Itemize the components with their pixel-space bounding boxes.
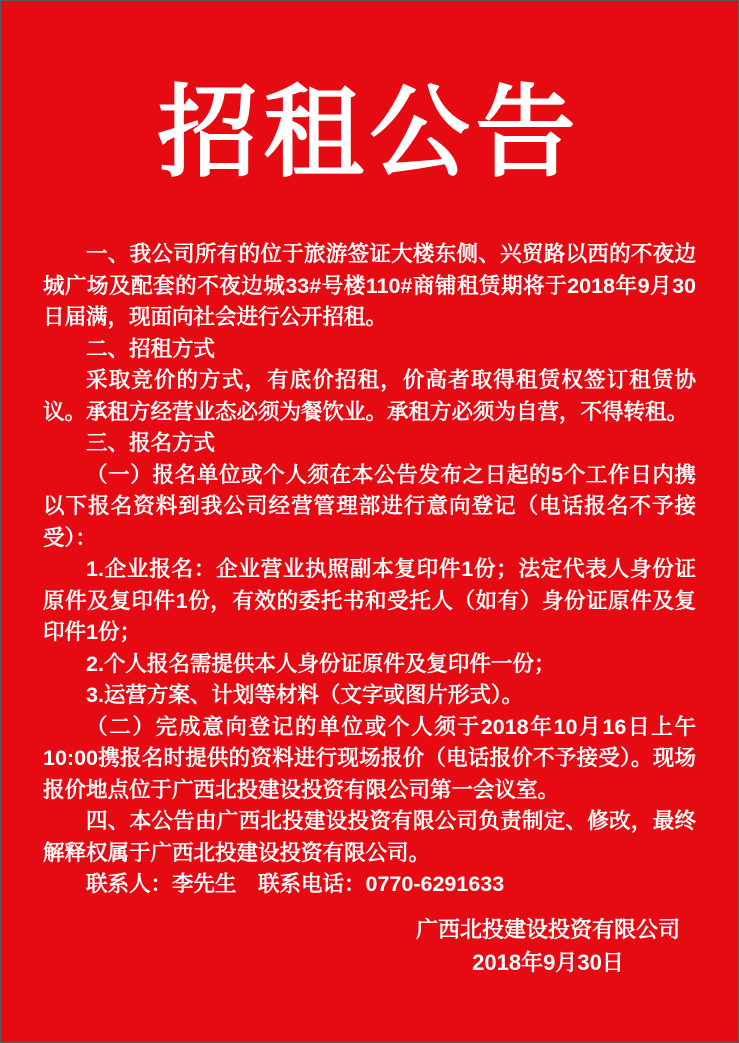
para-contact-info: 联系人：李先生 联系电话：0770-6291633 [86,872,505,896]
para-interpretation-rights: 四、本公告由广西北投建设投资有限公司负责制定、修改，最终解释权属于广西北投建设投资有限公司。 [43,809,696,865]
announcement-body [43,239,696,901]
poster-title: 招租公告 [157,78,582,189]
para-property-intro: 一、我公司所有的位于旅游签证大楼东侧、兴贸路以西的不夜边城广场及配套的不夜边城33#号楼110#商铺租赁期将于2018年9月30日届满，现面向社会进行公开招租。 [43,242,696,329]
para-rental-method: 采取竞价的方式，有底价招租，价高者取得租赁权签订租赁协议。承租方经营业态必须为餐饮业。承租方必须为自营，不得转租。 [43,368,696,424]
signature-block [416,913,680,979]
para-enterprise-registration: 1.企业报名：企业营业执照副本复印件1份；法定代表人身份证原件及复印件1份，有效的委托书和受托人（如有）身份证原件及复印件1份； [43,557,696,644]
heading-rental-method: 二、招租方式 [86,336,216,361]
heading-registration-method: 三、报名方式 [86,431,216,455]
para-operation-plan: 3.运营方案、计划等材料（文字或图片形式）。 [86,683,524,707]
para-onsite-bidding: （二）完成意向登记的单位或个人须于2018年10月16日上午10:00携报名时提供的资料进行现场报价（电话报价不予接受）。现场报价地点位于广西北投建设投资有限公司第一会议室。 [43,714,696,802]
signature-date: 2018年9月30日 [472,950,624,975]
signature-company: 广西北投建设投资有限公司 [415,917,680,942]
para-registration-intro: （一）报名单位或个人须在本公告发布之日起的5个工作日内携以下报名资料到我公司经营管理部进行意向登记（电话报名不予接受）： [43,462,696,550]
para-individual-registration: 2.个人报名需提供本人身份证原件及复印件一份； [86,651,556,676]
